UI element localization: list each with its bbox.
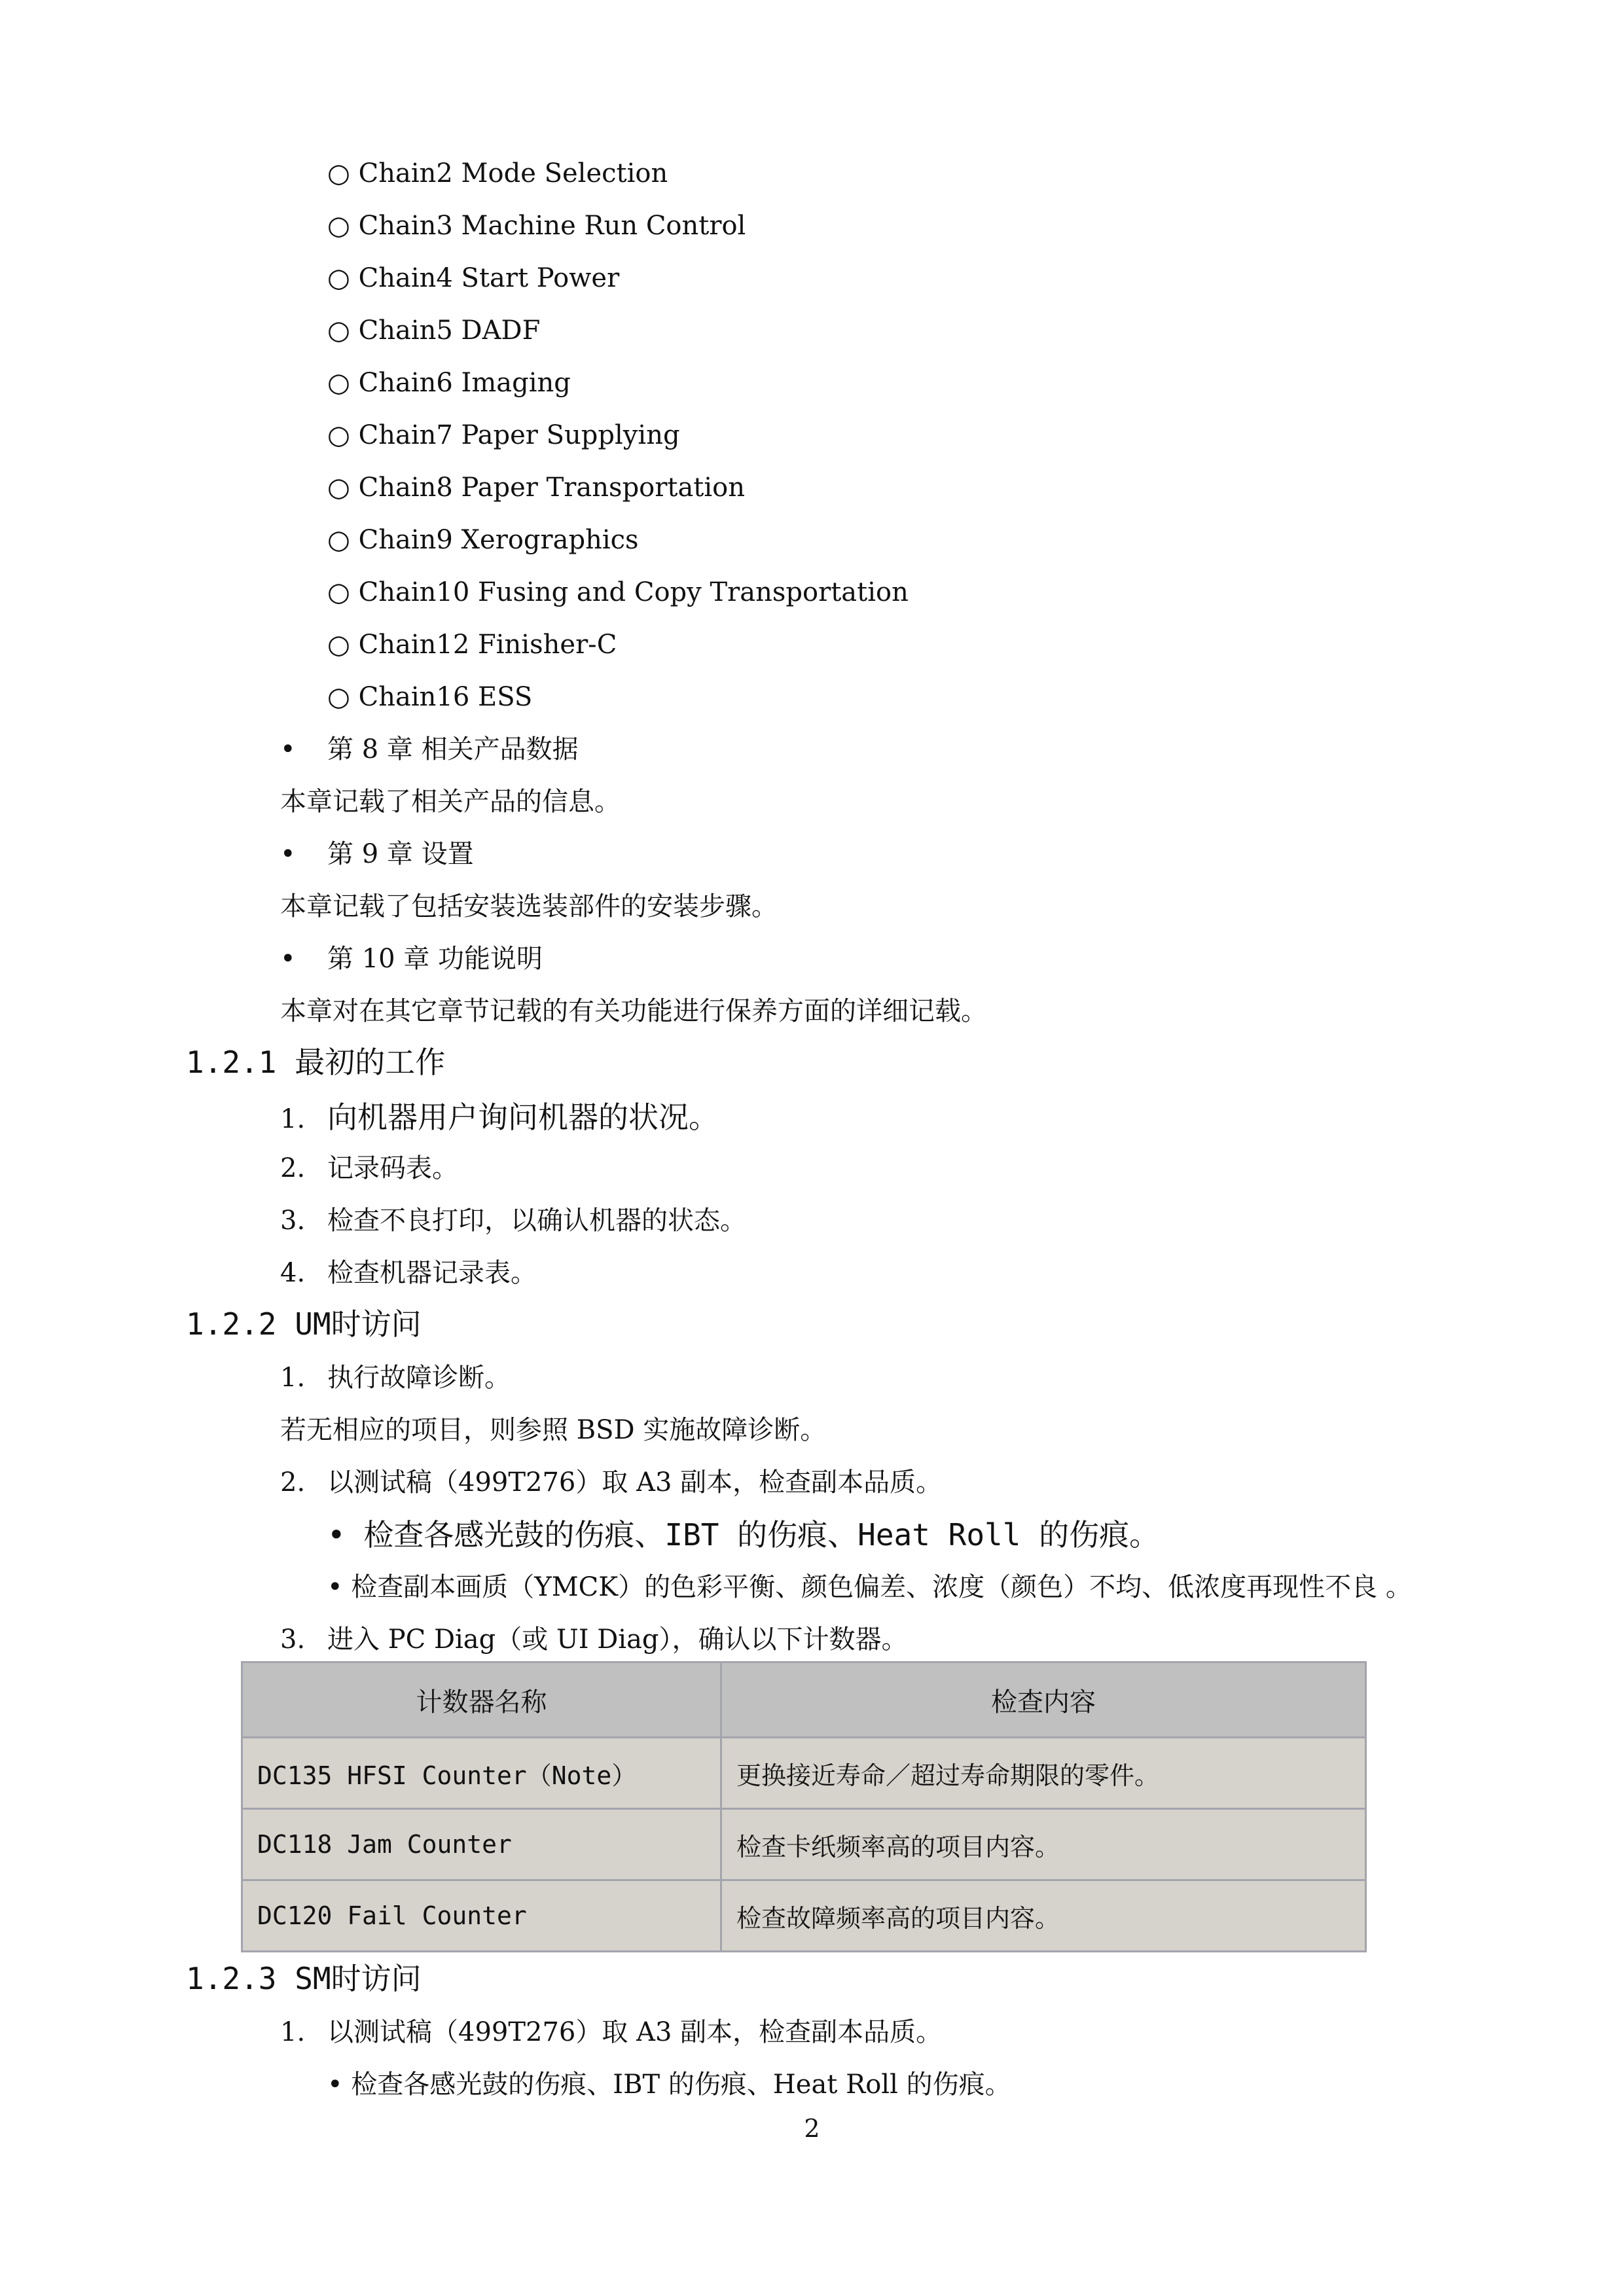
table-header-row — [242, 1662, 1366, 1738]
step-text: 执行故障诊断。 — [327, 1363, 511, 1393]
table-header: 计数器名称 — [242, 1662, 721, 1738]
chapter-title: 第 8 章 相关产品数据 — [327, 734, 579, 764]
bullet: • — [280, 944, 296, 974]
chain-item: ○ Chain3 Machine Run Control — [327, 211, 746, 241]
table-cell: 检查卡纸频率高的项目内容。 — [721, 1809, 1366, 1880]
section-heading-1-2-1 — [186, 1045, 446, 1080]
table-row — [242, 1880, 1366, 1952]
chain-item: ○ Chain10 Fusing and Copy Transportation — [327, 577, 909, 607]
check-bullet: • 检查各感光鼓的伤痕、IBT 的伤痕、Heat Roll 的伤痕。 — [327, 1517, 1160, 1552]
step-number: 3. — [280, 1624, 306, 1655]
step-number: 1. — [280, 1104, 306, 1134]
section-title-prefix: UM — [295, 1306, 331, 1342]
section-number: 1.2.2 — [186, 1306, 277, 1342]
table-row — [242, 1738, 1366, 1809]
step-text: 检查机器记录表。 — [327, 1258, 537, 1288]
chain-item: ○ Chain6 Imaging — [327, 368, 571, 398]
step-note: 若无相应的项目，则参照 BSD 实施故障诊断。 — [280, 1415, 827, 1445]
step-text: 检查不良打印，以确认机器的状态。 — [327, 1206, 746, 1236]
section-number: 1.2.1 — [186, 1045, 277, 1080]
chain-item: ○ Chain7 Paper Supplying — [327, 420, 680, 450]
step-number: 1. — [280, 2017, 306, 2047]
table-cell: DC120 Fail Counter — [242, 1880, 721, 1952]
step-number: 3. — [280, 1206, 306, 1236]
section-title: 时访问 — [331, 1306, 422, 1342]
table-cell: DC118 Jam Counter — [242, 1809, 721, 1880]
chapter-desc: 本章对在其它章节记载的有关功能进行保养方面的详细记载。 — [280, 996, 987, 1026]
table-row — [242, 1809, 1366, 1880]
chain-item: ○ Chain16 ESS — [327, 682, 533, 712]
check-bullet: • 检查副本画质（YMCK）的色彩平衡、颜色偏差、浓度（颜色）不均、低浓度再现性不良 。 — [327, 1572, 1412, 1602]
section-title-prefix: SM — [295, 1961, 331, 1996]
section-title: 最初的工作 — [295, 1045, 446, 1080]
chapter-title: 第 9 章 设置 — [327, 839, 474, 869]
table-cell: 更换接近寿命／超过寿命期限的零件。 — [721, 1738, 1366, 1809]
chain-item: ○ Chain4 Start Power — [327, 263, 620, 293]
step-number: 4. — [280, 1258, 306, 1288]
section-number: 1.2.3 — [186, 1961, 277, 1996]
table-cell: DC135 HFSI Counter（Note） — [242, 1738, 721, 1809]
check-bullet: • 检查各感光鼓的伤痕、IBT 的伤痕、Heat Roll 的伤痕。 — [327, 2070, 1011, 2100]
step-number: 2. — [280, 1153, 306, 1183]
chain-item: ○ Chain5 DADF — [327, 315, 541, 346]
step-text: 记录码表。 — [327, 1153, 458, 1183]
step-number: 2. — [280, 1467, 306, 1498]
chapter-desc: 本章记载了相关产品的信息。 — [280, 787, 621, 817]
chapter-title: 第 10 章 功能说明 — [327, 944, 543, 974]
chain-item: ○ Chain9 Xerographics — [327, 525, 639, 555]
section-heading-1-2-2 — [186, 1306, 422, 1342]
step-text: 以测试稿（499T276）取 A3 副本，检查副本品质。 — [327, 2017, 943, 2047]
counter-table — [241, 1661, 1367, 1952]
bullet: • — [280, 734, 296, 764]
chain-item: ○ Chain12 Finisher-C — [327, 630, 617, 660]
bullet: • — [280, 839, 296, 869]
step-text: 向机器用户询问机器的状况。 — [327, 1100, 719, 1135]
step-text: 进入 PC Diag（或 UI Diag），确认以下计数器。 — [327, 1624, 908, 1655]
section-heading-1-2-3 — [186, 1961, 422, 1996]
section-title: 时访问 — [331, 1961, 422, 1996]
step-number: 1. — [280, 1363, 306, 1393]
page-number: 2 — [804, 2114, 820, 2143]
chain-item: ○ Chain2 Mode Selection — [327, 158, 668, 188]
chapter-desc: 本章记载了包括安装选装部件的安装步骤。 — [280, 891, 778, 922]
table-cell: 检查故障频率高的项目内容。 — [721, 1880, 1366, 1952]
chain-item: ○ Chain8 Paper Transportation — [327, 473, 746, 503]
table-header: 检查内容 — [721, 1662, 1366, 1738]
step-text: 以测试稿（499T276）取 A3 副本，检查副本品质。 — [327, 1467, 943, 1498]
